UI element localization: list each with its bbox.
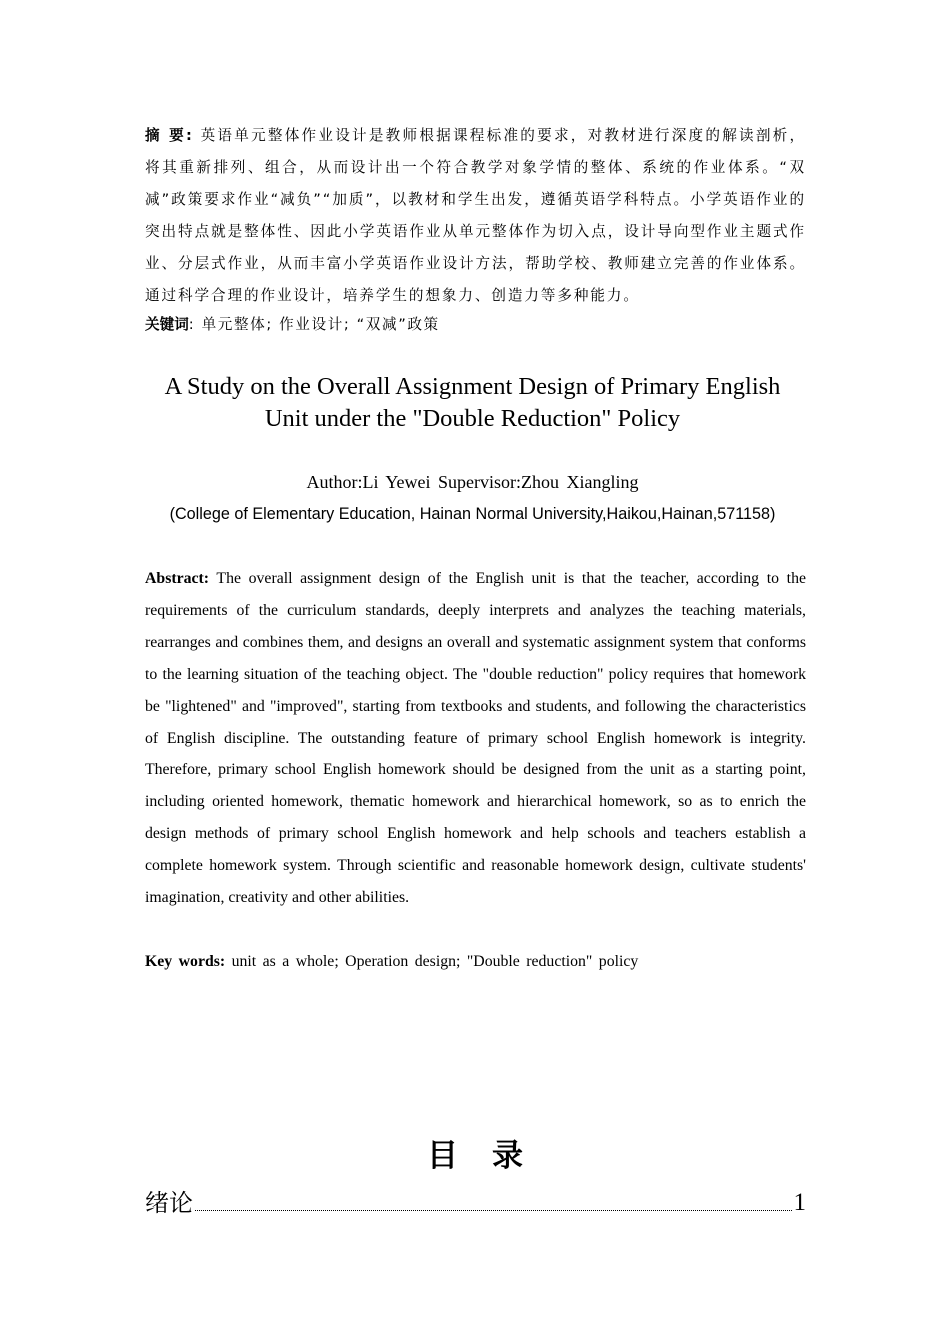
- english-keywords-text: unit as a whole; Operation design; "Double reduction" policy: [231, 953, 639, 970]
- chinese-keywords-text: 单元整体; 作业设计; “双减”政策: [201, 316, 440, 333]
- chinese-keywords-colon: :: [188, 316, 196, 333]
- chinese-abstract-colon: :: [185, 127, 194, 144]
- english-title: [100, 371, 845, 435]
- toc-title-part-1: 目: [427, 1138, 458, 1174]
- english-keywords: [145, 946, 806, 978]
- chinese-abstract-text: 英语单元整体作业设计是教师根据课程标准的要求，对教材进行深度的解读剖析，将其重新排列、组合，从而设计出一个符合教学对象学情的整体、系统的作业体系。“双减”政策要求作业“减负”“加质”，以教材和学生出发，遵循英语学科特点。小学英语作业的突出特点就是整体性、因此小学英语作业从单元整体作为切入点，设计导向型作业主题式作业、分层式作业，从而丰富小学英语作业设计方法，帮助学校、教师建立完善的作业体系。通过科学合理的作业设计，培养学生的想象力、创造力等多种能力。: [145, 127, 806, 304]
- author-line: Author:Li Yewei Supervisor:Zhou Xiangling: [306, 472, 639, 492]
- english-abstract-text: The overall assignment design of the English unit is that the teacher, according to the requirements of the curriculum standards, deeply interprets and analyzes the teaching materials, rearranges and combines them, and designs an overall and systematic assignment system that conforms to the learning situation of the teaching object. The "double reduction" policy requires that homework be "lightened" and "improved", starting from textbooks and students, and following the characteristics of English discipline. The outstanding feature of primary school English homework is integrity. Therefore, primary school English homework should be designed from the unit as a starting point, including oriented homework, thematic homework and hierarchical homework, so as to enrich the design methods of primary school English homework and help schools and teachers establish a complete homework system. Through scientific and reasonable homework design, cultivate students' imagination, creativity and other abilities.: [145, 570, 806, 907]
- english-title-line-2: Unit under the "Double Reduction" Policy: [264, 405, 681, 432]
- english-keywords-label: Key words:: [145, 953, 226, 970]
- toc-dot-leader: [195, 1210, 792, 1211]
- english-title-line-1: A Study on the Overall Assignment Design of Primary English: [164, 373, 781, 400]
- toc-entry[interactable]: [145, 1184, 806, 1220]
- english-abstract: [145, 563, 806, 914]
- chinese-keywords-label: 关键词: [145, 316, 189, 333]
- toc-entry-label: 绪论: [145, 1189, 193, 1217]
- english-abstract-label: Abstract:: [145, 570, 210, 587]
- chinese-abstract: [145, 120, 806, 312]
- toc-entry-page-number: 1: [793, 1189, 806, 1216]
- toc-title-part-2: 录: [492, 1138, 523, 1174]
- affiliation-line: (College of Elementary Education, Hainan Normal University,Haikou,Hainan,571158): [169, 505, 776, 523]
- chinese-abstract-label: 摘 要: [145, 127, 186, 144]
- chinese-keywords: [145, 309, 806, 341]
- table-of-contents-title: [0, 1132, 950, 1180]
